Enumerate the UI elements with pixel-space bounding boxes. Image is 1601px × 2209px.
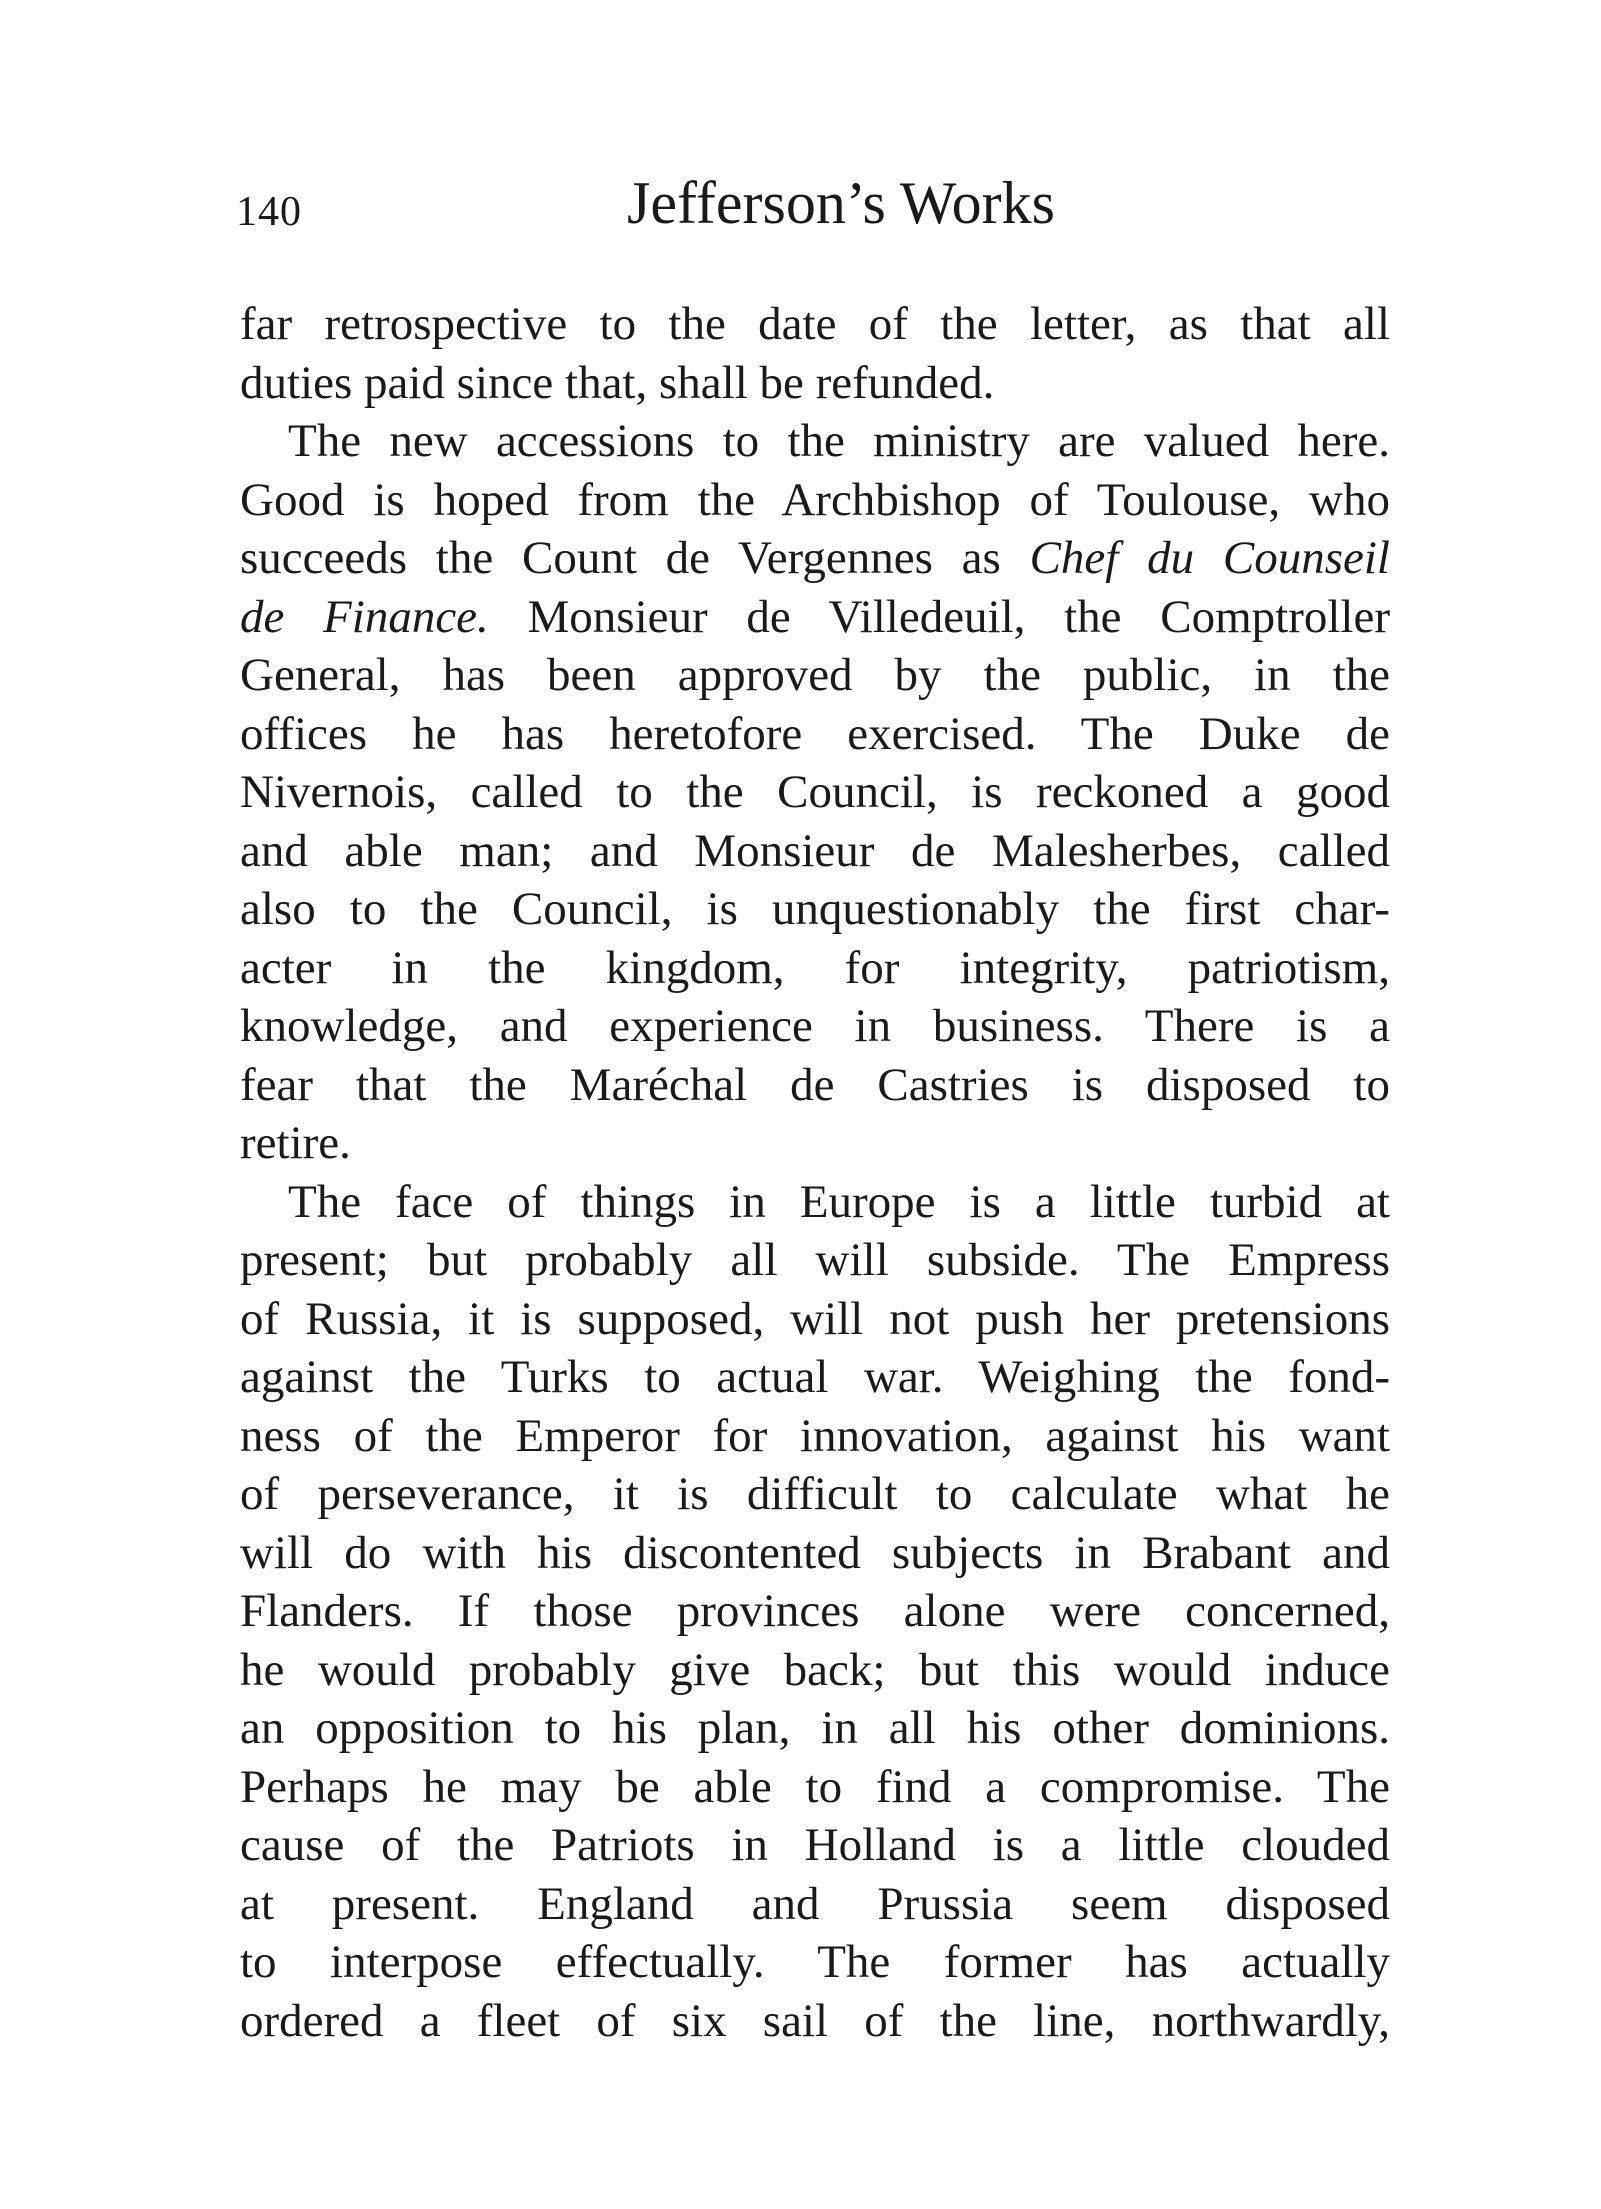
running-title: Jefferson’s Works — [627, 170, 1055, 236]
italic-phrase: Chef du Counseil — [1029, 532, 1390, 584]
page-number: 140 — [236, 189, 302, 235]
text-line: against the Turks to actual war. Weighing the fond- — [240, 1351, 1390, 1403]
text-line: Perhaps he may be able to find a compromise. The — [240, 1760, 1390, 1813]
text-line — [240, 529, 1390, 588]
text-line — [240, 588, 1390, 647]
paragraph-first-line: The face of things in Europe is a little turbid at — [288, 1175, 1390, 1228]
text-line: ness of the Emperor for innovation, against his want — [240, 1409, 1390, 1462]
text-line: cause of the Patriots in Holland is a little clouded — [240, 1819, 1390, 1871]
text-line: and able man; and Monsieur de Malesherbes, called — [240, 824, 1390, 877]
text-line: offices he has heretofore exercised. The Duke de — [240, 707, 1390, 760]
italic-phrase: de Finance. — [240, 590, 489, 643]
text-line: retire. — [240, 1117, 351, 1169]
text-line: will do with his discontented subjects in Brabant and — [240, 1526, 1390, 1579]
text-line: he would probably give back; but this would induce — [240, 1643, 1390, 1696]
text-line: of Russia, it is supposed, will not push her pretensions — [240, 1292, 1390, 1345]
text-line: fear that the Maréchal de Castries is disposed to — [240, 1058, 1390, 1111]
text-line: far retrospective to the date of the letter, as that all — [240, 298, 1390, 350]
text-line: to interpose effectually. The former has actually — [240, 1936, 1390, 1988]
text-line: duties paid since that, shall be refunded. — [240, 356, 995, 409]
text-line: acter in the kingdom, for integrity, patriotism, — [240, 941, 1390, 994]
text-line: an opposition to his plan, in all his other dominions. — [240, 1702, 1390, 1754]
body-text — [240, 295, 1390, 2050]
text-line: present; but probably all will subside. The Empress — [240, 1234, 1390, 1286]
text-line: at present. England and Prussia seem disposed — [240, 1877, 1390, 1930]
text-line: knowledge, and experience in business. There is a — [240, 1000, 1390, 1052]
text-fragment: Monsieur de Villedeuil, the Comptroller — [488, 590, 1390, 643]
text-line: ordered a fleet of six sail of the line, northwardly, — [240, 1994, 1390, 2047]
text-line: also to the Council, is unquestionably the first char- — [240, 883, 1390, 935]
text-fragment: succeeds the Count de Vergennes as — [240, 532, 1030, 584]
text-line: Flanders. If those provinces alone were concerned, — [240, 1585, 1390, 1637]
text-line: Nivernois, called to the Council, is reckoned a good — [240, 766, 1390, 818]
text-line: Good is hoped from the Archbishop of Toulouse, who — [240, 473, 1390, 526]
text-line: General, has been approved by the public, in the — [240, 649, 1390, 701]
text-line: of perseverance, it is difficult to calculate what he — [240, 1468, 1390, 1520]
paragraph-first-line: The new accessions to the ministry are valued here. — [288, 415, 1390, 467]
page-header — [236, 170, 1386, 260]
